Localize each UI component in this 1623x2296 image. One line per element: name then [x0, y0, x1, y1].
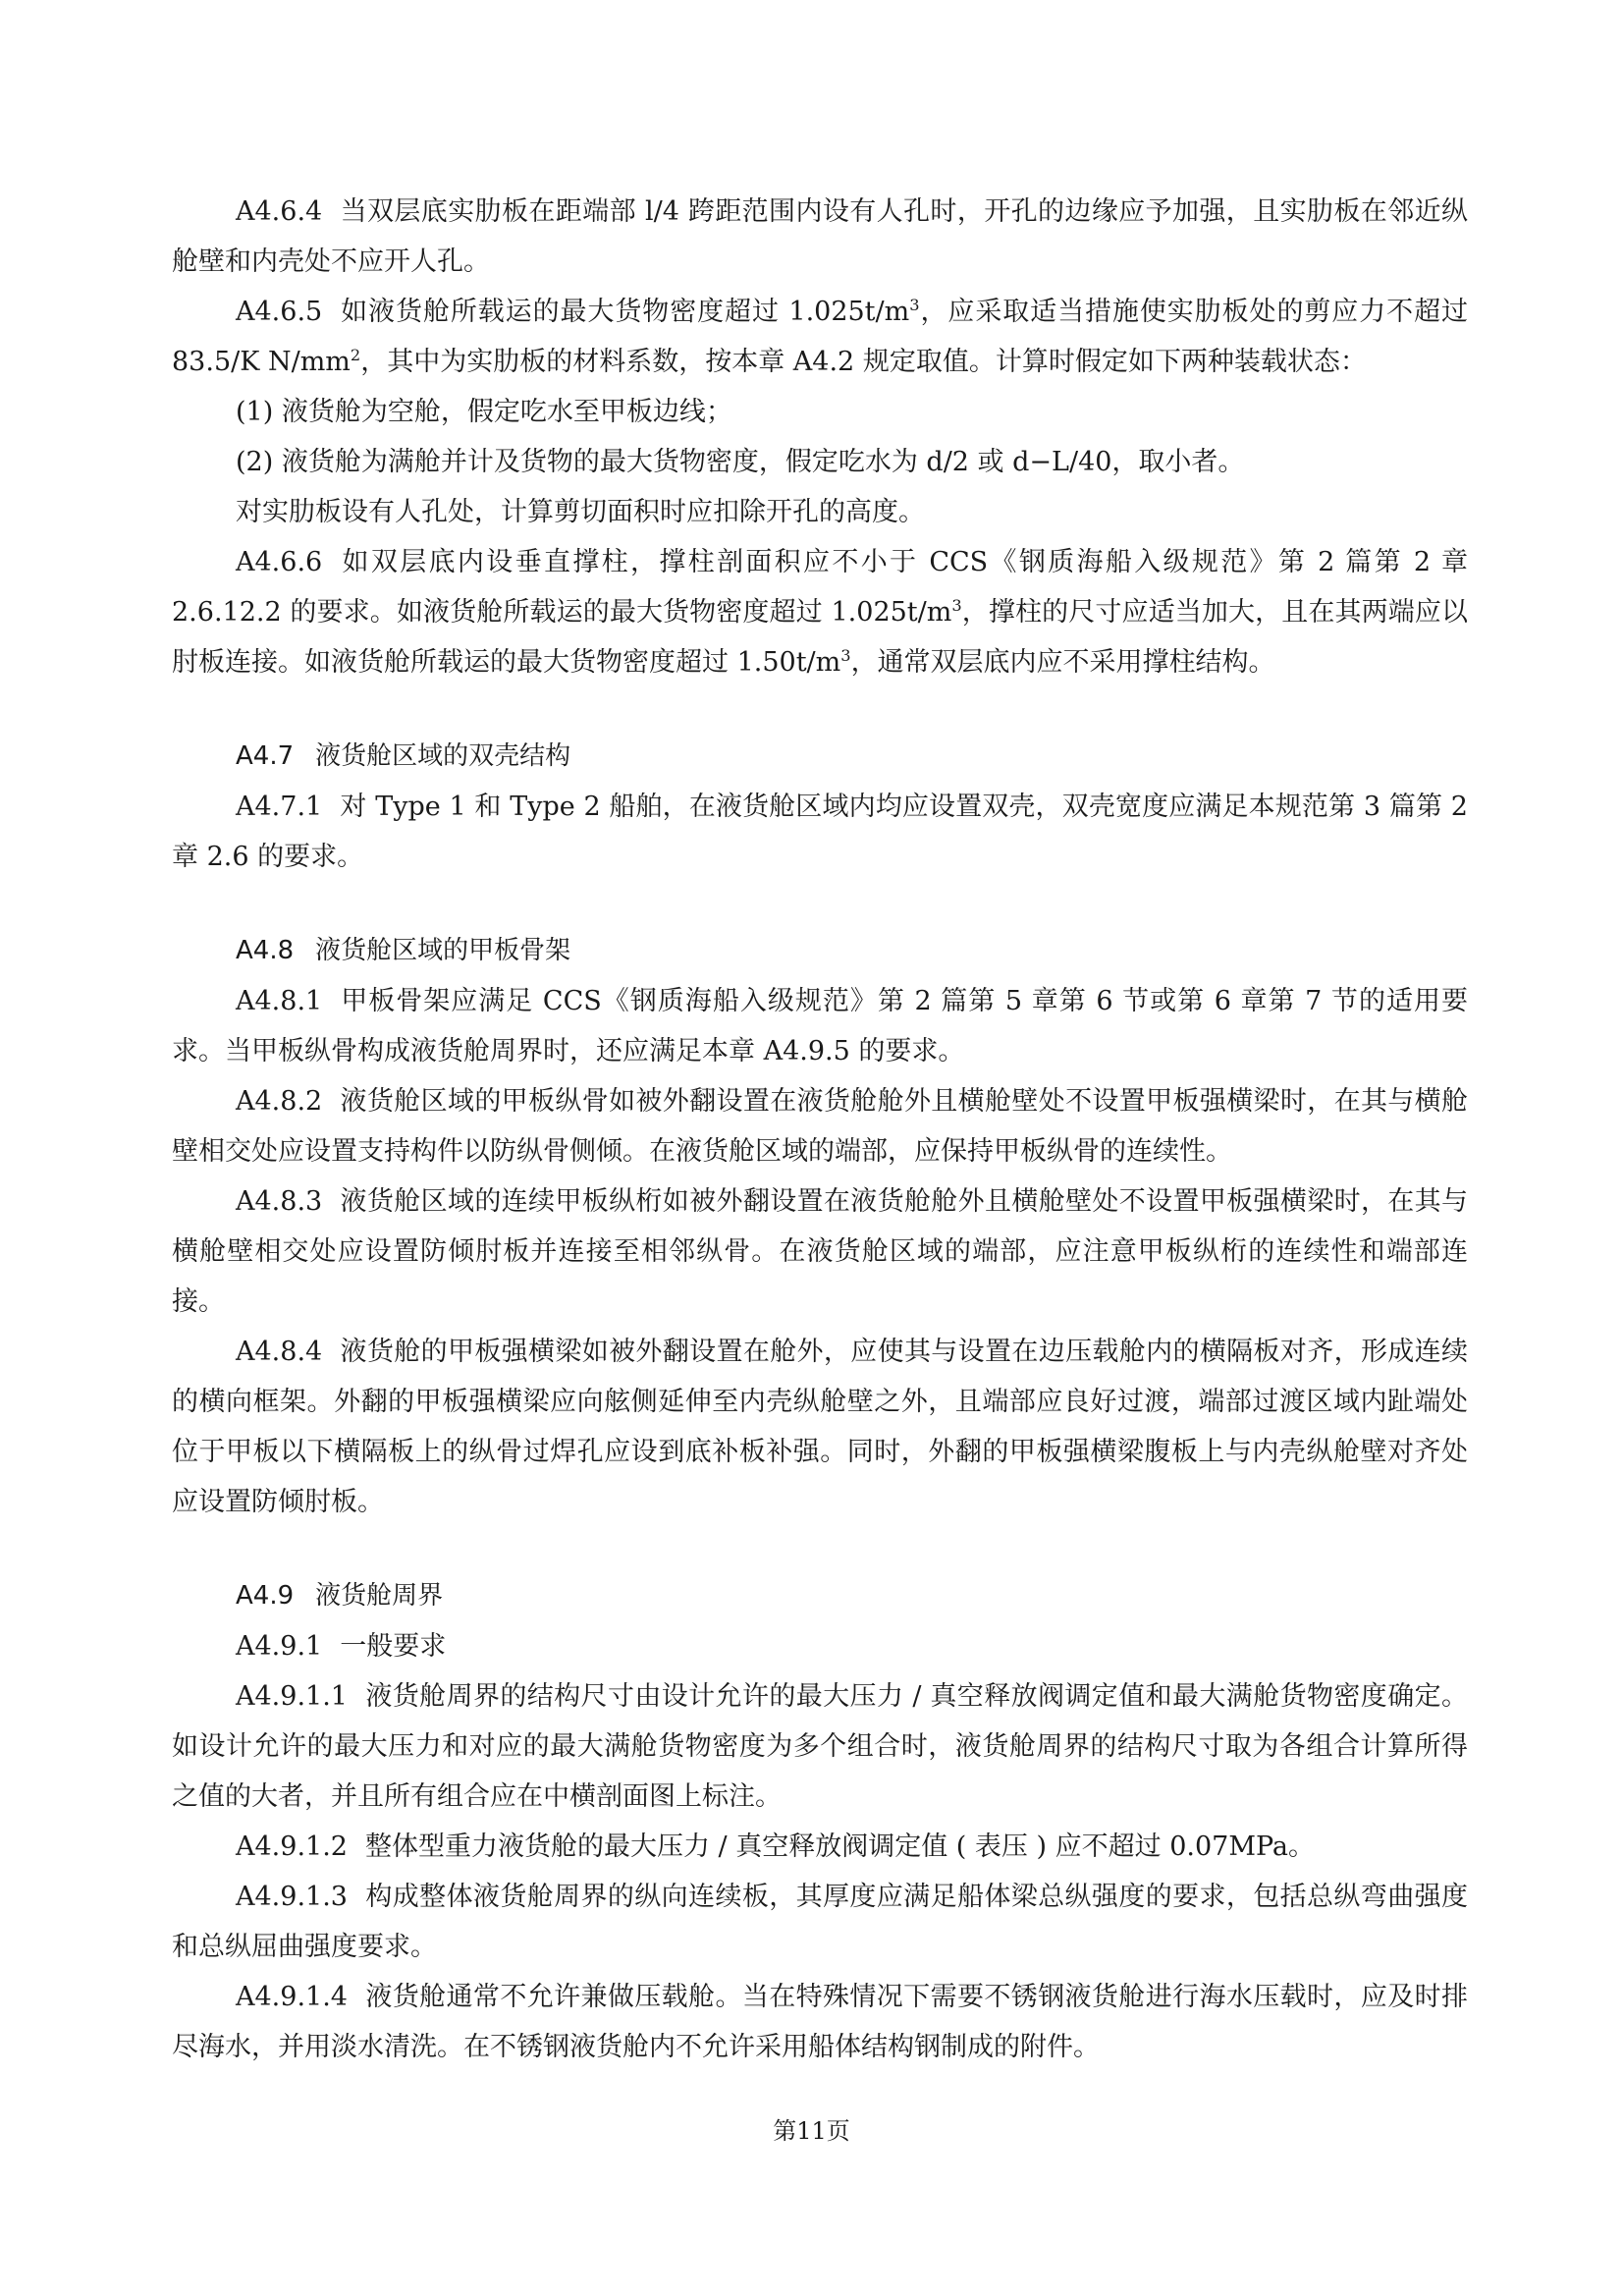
- paragraph-a4-8-1: A4.8.1 甲板骨架应满足 CCS《钢质海船入级规范》第 2 篇第 5 章第 6 节或第 6 章第 7 节的适用要求。当甲板纵骨构成液货舱周界时，还应满足本章 A4.9.5 的要求。: [172, 986, 1468, 1066]
- paragraph-a4-8-3: A4.8.3 液货舱区域的连续甲板纵桁如被外翻设置在液货舱舱外且横舱壁处不设置甲板强横梁时，在其与横舱壁相交处应设置防倾肘板并连接至相邻纵骨。在液货舱区域的端部，应注意甲板纵桁的连续性和端部连接。: [172, 1186, 1468, 1317]
- paragraph-a4-8-2: A4.8.2 液货舱区域的甲板纵骨如被外翻设置在液货舱舱外且横舱壁处不设置甲板强横梁时，在其与横舱壁相交处应设置支持构件以防纵骨侧倾。在液货舱区域的端部，应保持甲板纵骨的连续性。: [172, 1086, 1468, 1167]
- paragraph-a4-6-4: A4.6.4 当双层底实肋板在距端部 l/4 跨距范围内设有人孔时，开孔的边缘应予加强，且实肋板在邻近纵舱壁和内壳处不应开人孔。: [172, 196, 1468, 277]
- paragraph-a4-9-1-1: A4.9.1.1 液货舱周界的结构尺寸由设计允许的最大压力 / 真空释放阀调定值和最大满舱货物密度确定。如设计允许的最大压力和对应的最大满舱货物密度为多个组合时，液货舱周界的结构尺寸取为各组合计算所得之值的大者，并且所有组合应在中横剖面图上标注。: [172, 1681, 1468, 1812]
- document-body: [172, 187, 1468, 2072]
- paragraph-a4-8-4: A4.8.4 液货舱的甲板强横梁如被外翻设置在舱外，应使其与设置在边压载舱内的横隔板对齐，形成连续的横向框架。外翻的甲板强横梁应向舷侧延伸至内壳纵舱壁之外，且端部应良好过渡，端部过渡区域内趾端处位于甲板以下横隔板上的纵骨过焊孔应设到底补板补强。同时，外翻的甲板强横梁腹板上与内壳纵舱壁对齐处应设置防倾肘板。: [172, 1337, 1468, 1517]
- page-number: 第11页: [773, 2117, 850, 2145]
- paragraph-a4-9-1-4: A4.9.1.4 液货舱通常不允许兼做压载舱。当在特殊情况下需要不锈钢液货舱进行海水压载时，应及时排尽海水，并用淡水清洗。在不锈钢液货舱内不允许采用船体结构钢制成的附件。: [172, 1982, 1468, 2062]
- paragraph-a4-6-6: A4.6.6 如双层底内设垂直撑柱，撑柱剖面积应不小于 CCS《钢质海船入级规范》第 2 篇第 2 章 2.6.12.2 的要求。如液货舱所载运的最大货物密度超过 $1.025t/m^3$，撑柱的尺寸应适当加大，且在其两端应以肘板连接。如液货舱所载运的最大货物密度超过 $1.50t/m^3$，通常双层底内应不采用撑柱结构。: [172, 547, 1469, 678]
- section-heading-a4-8: A4.8 液货舱区域的甲板骨架: [236, 936, 571, 965]
- paragraph-a4-6-5: A4.6.5 如液货舱所载运的最大货物密度超过 $1.025t/m^3$，应采取适当措施使实肋板处的剪应力不超过 83.5/K $N/mm^2$，其中为实肋板的材料系数，按本章 A4.2 规定取值。计算时假定如下两种装载状态：: [172, 296, 1468, 377]
- paragraph-manhole-note: 对实肋板设有人孔处，计算剪切面积时应扣除开孔的高度。: [236, 497, 925, 527]
- paragraph-case-1: (1) 液货舱为空舱，假定吃水至甲板边线；: [236, 397, 732, 427]
- paragraph-a4-7-1: A4.7.1 对 Type 1 和 Type 2 船舶，在液货舱区域内均应设置双壳，双壳宽度应满足本规范第 3 篇第 2 章 2.6 的要求。: [172, 792, 1468, 872]
- section-heading-a4-7: A4.7 液货舱区域的双壳结构: [236, 741, 571, 771]
- section-heading-a4-9: A4.9 液货舱周界: [236, 1581, 444, 1611]
- paragraph-a4-9-1: A4.9.1 一般要求: [236, 1631, 447, 1662]
- paragraph-a4-9-1-3: A4.9.1.3 构成整体液货舱周界的纵向连续板，其厚度应满足船体梁总纵强度的要求，包括总纵弯曲强度和总纵屈曲强度要求。: [172, 1882, 1468, 1962]
- paragraph-case-2: (2) 液货舱为满舱并计及货物的最大货物密度，假定吃水为 d/2 或 d−L/40，取小者。: [236, 447, 1245, 477]
- paragraph-a4-9-1-2: A4.9.1.2 整体型重力液货舱的最大压力 / 真空释放阀调定值 ( 表压 ) 应不超过 0.07MPa。: [236, 1831, 1316, 1862]
